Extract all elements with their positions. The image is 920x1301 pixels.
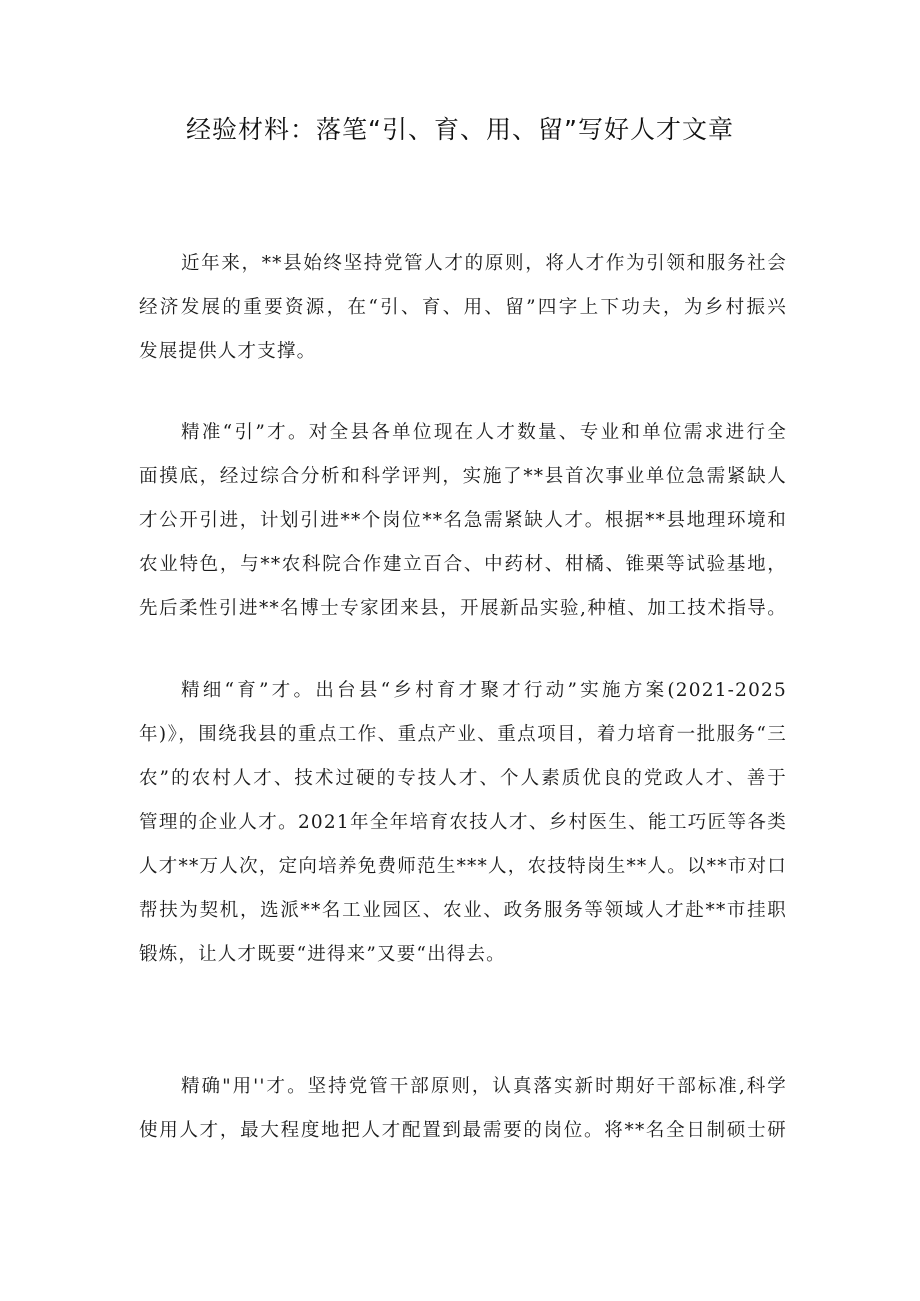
paragraph-line: 农业特色，与**农科院合作建立百合、中药材、柑橘、锥栗等试验基地，	[139, 554, 787, 575]
paragraph-intro	[139, 242, 787, 374]
paragraph-line: 年)》，围绕我县的重点工作、重点产业、重点项目，着力培育一批服务“三	[139, 724, 787, 745]
paragraph-line: 精细“育”才。出台县“乡村育才聚才行动”实施方案(2021-2025	[181, 680, 787, 701]
paragraph-line: 才公开引进，计划引进**个岗位**名急需紧缺人才。根据**县地理环境和	[139, 510, 787, 531]
paragraph-line: 发展提供人才支撑。	[139, 341, 317, 362]
paragraph-line: 使用人才，最大程度地把人才配置到最需要的岗位。将**名全日制硕士研	[139, 1120, 787, 1141]
paragraph-cultivate	[139, 669, 787, 977]
paragraph-line: 人才**万人次，定向培养免费师范生***人，农技特岗生**人。以**市对口	[139, 856, 787, 877]
paragraph-line: 面摸底，经过综合分析和科学评判，实施了**县首次事业单位急需紧缺人	[139, 466, 787, 487]
paragraph-line: 精确"用''才。坚持党管干部原则，认真落实新时期好干部标准,科学	[181, 1076, 787, 1097]
paragraph-line: 近年来，**县始终坚持党管人才的原则，将人才作为引领和服务社会	[181, 253, 787, 274]
paragraph-line: 先后柔性引进**名博士专家团来县，开展新品实验,种植、加工技术指导。	[139, 598, 787, 619]
paragraph-line: 经济发展的重要资源，在“引、育、用、留”四字上下功夫，为乡村振兴	[139, 297, 787, 318]
paragraph-employ	[139, 1065, 787, 1153]
document-title: 经验材料：落笔“引、育、用、留”写好人才文章	[186, 115, 734, 144]
paragraph-line: 管理的企业人才。2021年全年培育农技人才、乡村医生、能工巧匠等各类	[139, 812, 787, 833]
paragraph-line: 锻炼，让人才既要“进得来”又要“出得去。	[139, 944, 506, 965]
paragraph-line: 帮扶为契机，选派**名工业园区、农业、政务服务等领域人才赴**市挂职	[139, 900, 787, 921]
paragraph-recruit	[139, 411, 787, 631]
paragraph-line: 农”的农村人才、技术过硬的专技人才、个人素质优良的党政人才、善于	[139, 768, 787, 789]
paragraph-line: 精准“引”才。对全县各单位现在人才数量、专业和单位需求进行全	[181, 422, 787, 443]
